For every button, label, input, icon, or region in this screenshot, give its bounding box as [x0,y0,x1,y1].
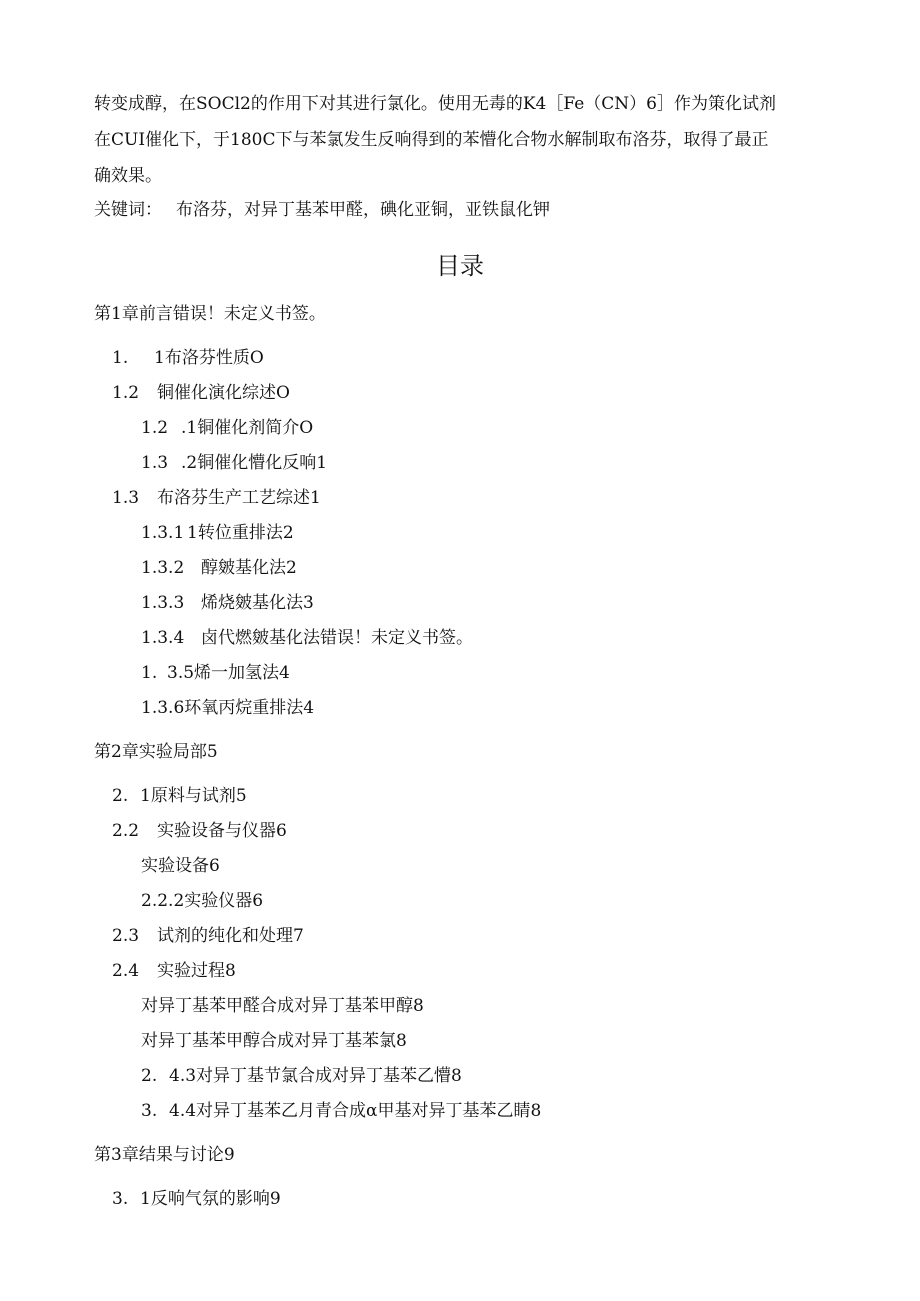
toc-entry-number: 1. [112,348,129,368]
toc-entry[interactable] [141,994,424,1018]
toc-entry-number: 1.3.3 [141,593,185,613]
toc-entry[interactable] [112,1187,281,1211]
toc-entry-text: 布洛芬生产工艺综述1 [157,488,321,508]
toc-entry-text: 醇皴基化法2 [201,558,297,578]
toc-entry-text: 1反响气氛的影响9 [140,1189,281,1209]
toc-entry[interactable] [112,486,321,510]
toc-entry-text: 实验设备6 [141,856,220,876]
toc-entry-text: 1布洛芬性质O [154,348,264,368]
toc-entry-text: 4.3对异丁基节氯合成对异丁基苯乙懵8 [169,1066,462,1086]
keywords-line [94,196,550,224]
toc-entry-text: 铜催化演化综述O [157,383,290,403]
keywords-label: 关键词： [94,200,162,220]
toc-entry-text: 对异丁基苯甲醛合成对异丁基苯甲醇8 [141,996,424,1016]
toc-entry[interactable] [141,626,473,650]
toc-entry[interactable] [141,416,313,440]
toc-entry[interactable] [141,696,314,720]
toc-entry[interactable] [141,889,263,913]
keywords-text: 布洛芬，对异丁基苯甲醛，碘化亚铜，亚铁鼠化钾 [176,200,550,220]
toc-entry-number: 3. [141,1101,158,1121]
toc-entry-text: 试剂的纯化和处理7 [157,926,304,946]
toc-entry[interactable] [141,661,290,685]
toc-entry[interactable] [141,451,327,475]
toc-entry-text: 4.4对异丁基苯乙月青合成α甲基对异丁基苯乙睛8 [169,1101,542,1121]
toc-entry[interactable] [141,1029,407,1053]
abstract-line-3: 确效果。 [94,166,162,186]
toc-entry-chapter-3[interactable] [94,1143,235,1167]
toc-entry-text: 烯烧皴基化法3 [201,593,314,613]
toc-entry[interactable] [141,591,314,615]
toc-entry-text: 实验过程8 [157,961,236,981]
toc-entry[interactable] [141,556,297,580]
toc-entry-text: 卤代燃皴基化法错误！未定义书签。 [201,628,473,648]
toc-entry-text: 2.2.2实验仪器6 [141,891,264,911]
toc-entry-text: .2铜催化懵化反响1 [181,453,328,473]
toc-entry-text: 第3章结果与讨论9 [94,1145,235,1165]
toc-entry[interactable] [141,1099,541,1123]
toc-entry[interactable] [141,854,220,878]
toc-entry-text: 实验设备与仪器6 [157,821,287,841]
toc-entry-text: 1转位重排法2 [187,523,294,543]
toc-entry-number: 1. [141,663,158,683]
toc-entry-number: 2. [141,1066,158,1086]
toc-entry[interactable] [141,1064,462,1088]
toc-entry[interactable] [112,924,304,948]
toc-entry-number: 1.2 [141,418,169,438]
toc-entry-number: 2.3 [112,926,140,946]
toc-title: 目录 [436,252,484,280]
toc-entry-text: 1.3.6环氧丙烷重排法4 [141,698,315,718]
toc-entry-text: 3.5烯一加氢法4 [167,663,290,683]
toc-entry[interactable] [112,381,290,405]
toc-entry-text: 对异丁基苯甲醇合成对异丁基苯氯8 [141,1031,407,1051]
abstract-line-2: 在CUI催化下，于180C下与苯氯发生反响得到的苯懵化合物水解制取布洛芬，取得了最正 [94,130,769,150]
toc-entry-text: .1铜催化剂简介O [181,418,314,438]
toc-entry-text: 第2章实验局部5 [94,742,218,762]
toc-entry-number: 1.3.4 [141,628,185,648]
toc-entry-number: 2.4 [112,961,140,981]
toc-entry-number: 3. [112,1189,129,1209]
toc-entry[interactable] [112,784,247,808]
toc-entry-text: 1原料与试剂5 [140,786,247,806]
toc-entry-text: 第1章前言错误！未定义书签。 [94,304,326,324]
toc-entry-number: 1.3.1 [141,523,185,543]
toc-entry-chapter-1[interactable] [94,302,326,326]
toc-entry-number: 1.3 [112,488,140,508]
toc-entry-number: 2. [112,786,129,806]
toc-entry[interactable] [112,819,287,843]
toc-entry[interactable] [112,346,264,370]
abstract-line-1: 转变成醇，在SOCl2的作用下对其进行氯化。使用无毒的K4［Fe（CN）6］作为策化试剂 [94,94,776,114]
toc-entry[interactable] [112,959,236,983]
toc-entry-number: 1.3.2 [141,558,185,578]
toc-entry-number: 1.2 [112,383,140,403]
toc-entry-chapter-2[interactable] [94,740,218,764]
toc-entry-number: 2.2 [112,821,140,841]
toc-entry-number: 1.3 [141,453,169,473]
toc-entry[interactable] [141,521,294,545]
